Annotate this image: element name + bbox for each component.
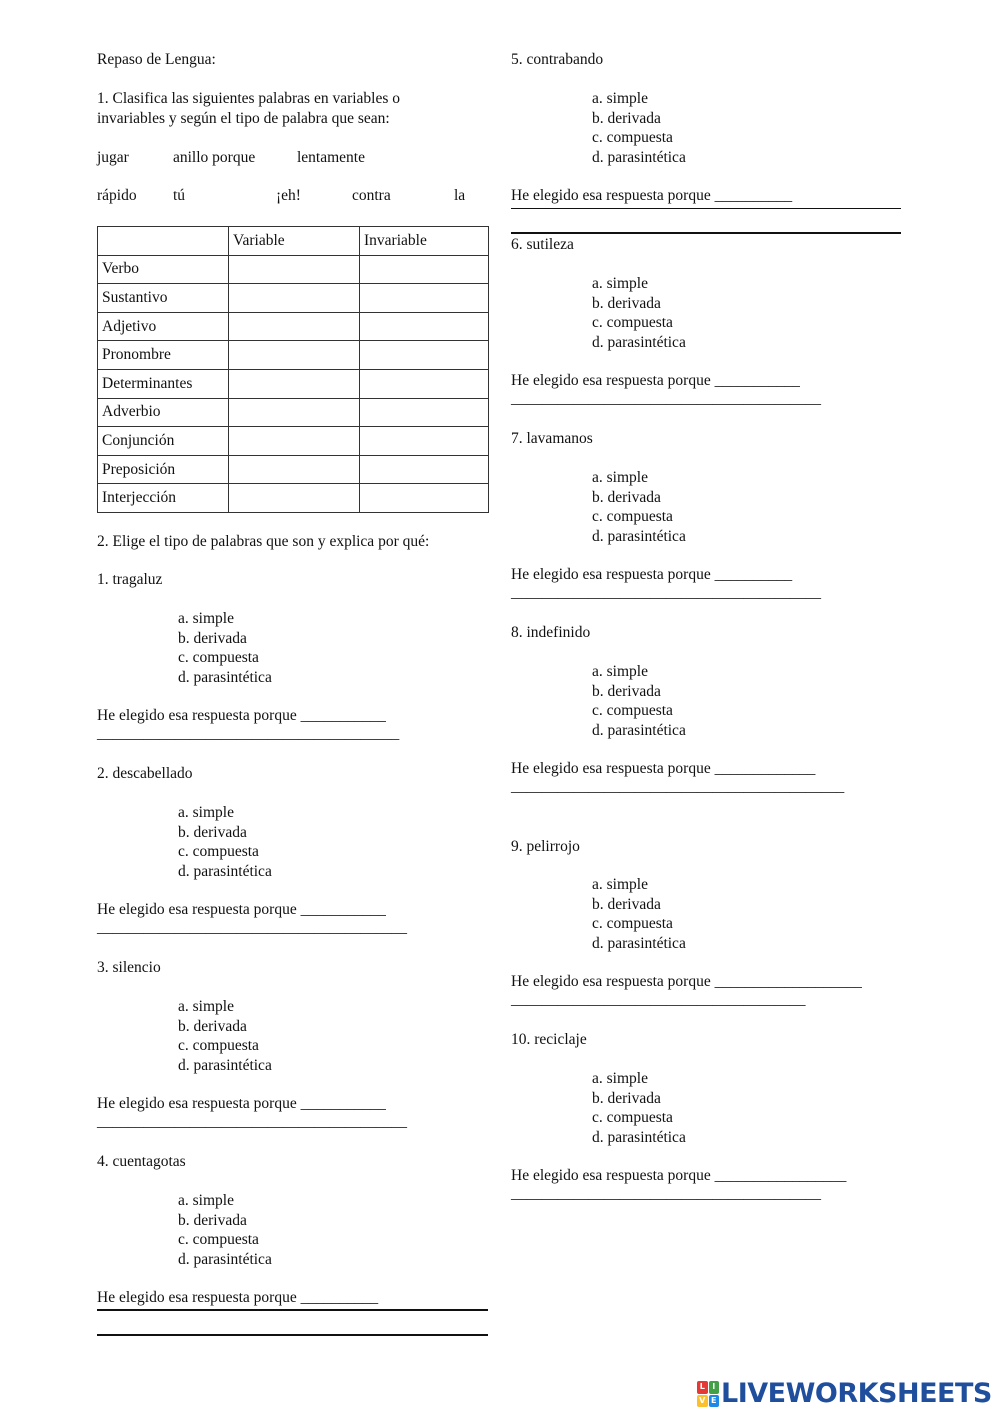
word-la: la: [454, 187, 466, 204]
logo-wordmark: LIVEWORKSHEETS: [721, 1378, 992, 1409]
answer-line[interactable]: He elegido esa respuesta porque __________: [511, 566, 793, 583]
word-contra: contra: [352, 187, 391, 204]
cell-variable[interactable]: [229, 427, 360, 456]
table-row: [98, 398, 489, 427]
option-d[interactable]: d. parasintética: [592, 721, 686, 739]
option-c[interactable]: c. compuesta: [592, 508, 673, 525]
cell-variable[interactable]: [229, 312, 360, 341]
answer-rule[interactable]: [511, 232, 901, 234]
answer-line-2[interactable]: ________________________________________: [511, 1185, 821, 1202]
option-c[interactable]: c. compuesta: [592, 1109, 673, 1126]
cell-invariable[interactable]: [360, 484, 489, 513]
options-list: [592, 875, 686, 953]
table-header-empty: [98, 227, 229, 256]
option-a[interactable]: a. simple: [592, 876, 648, 893]
cell-variable[interactable]: [229, 484, 360, 513]
answer-rule[interactable]: [97, 1334, 488, 1336]
row-label: Adverbio: [98, 398, 229, 427]
cell-variable[interactable]: [229, 398, 360, 427]
option-c[interactable]: c. compuesta: [592, 702, 673, 719]
option-b[interactable]: b. derivada: [592, 682, 661, 700]
option-b[interactable]: b. derivada: [592, 1089, 661, 1107]
row-label: Pronombre: [98, 341, 229, 370]
option-c[interactable]: c. compuesta: [178, 1231, 259, 1248]
question-label: 5. contrabando: [511, 51, 604, 68]
answer-line[interactable]: He elegido esa respuesta porque _____________: [511, 760, 816, 777]
option-d[interactable]: d. parasintética: [178, 862, 272, 880]
row-label: Adjetivo: [98, 312, 229, 341]
cell-invariable[interactable]: [360, 455, 489, 484]
option-a[interactable]: a. simple: [178, 998, 234, 1015]
option-d[interactable]: d. parasintética: [178, 1056, 272, 1074]
options-list: [592, 662, 686, 740]
option-b[interactable]: b. derivada: [178, 629, 247, 647]
options-list: [178, 803, 272, 881]
option-b[interactable]: b. derivada: [592, 294, 661, 312]
table-header-invariable: Invariable: [360, 227, 489, 256]
row-label: Preposición: [98, 455, 229, 484]
option-c[interactable]: c. compuesta: [592, 129, 673, 146]
cell-invariable[interactable]: [360, 341, 489, 370]
option-a[interactable]: a. simple: [178, 804, 234, 821]
answer-line[interactable]: He elegido esa respuesta porque __________: [511, 187, 793, 204]
cell-invariable[interactable]: [360, 255, 489, 284]
exercise2-instruction: 2. Elige el tipo de palabras que son y explica por qué:: [97, 533, 430, 550]
option-d[interactable]: d. parasintética: [592, 333, 686, 351]
options-list: [592, 1069, 686, 1147]
option-d[interactable]: d. parasintética: [178, 668, 272, 686]
cell-invariable[interactable]: [360, 427, 489, 456]
table-row: [98, 369, 489, 398]
cell-invariable[interactable]: [360, 312, 489, 341]
table-row: [98, 427, 489, 456]
question-label: 9. pelirrojo: [511, 838, 580, 855]
cell-variable[interactable]: [229, 341, 360, 370]
answer-line-2[interactable]: ________________________________________: [97, 919, 407, 936]
answer-rule[interactable]: [97, 1309, 488, 1311]
option-d[interactable]: d. parasintética: [592, 527, 686, 545]
option-a[interactable]: a. simple: [592, 469, 648, 486]
question-label: 6. sutileza: [511, 236, 574, 253]
option-a[interactable]: a. simple: [178, 1192, 234, 1209]
question-label: 10. reciclaje: [511, 1031, 587, 1048]
option-c[interactable]: c. compuesta: [178, 843, 259, 860]
word-jugar: jugar: [97, 149, 129, 166]
table-row: [98, 484, 489, 513]
option-c[interactable]: c. compuesta: [592, 314, 673, 331]
liveworksheets-logo: [697, 1378, 992, 1410]
answer-line-2[interactable]: ________________________________________: [511, 390, 821, 407]
row-label: Verbo: [98, 255, 229, 284]
exercise1-instruction-line1: 1. Clasifica las siguientes palabras en variables o: [97, 90, 401, 107]
answer-line[interactable]: He elegido esa respuesta porque _________________: [511, 1167, 847, 1184]
answer-line-2[interactable]: ______________________________________: [511, 991, 806, 1008]
question-label: 4. cuentagotas: [97, 1153, 186, 1170]
answer-line[interactable]: He elegido esa respuesta porque ___________________: [511, 973, 862, 990]
option-d[interactable]: d. parasintética: [592, 148, 686, 166]
answer-line[interactable]: He elegido esa respuesta porque ___________: [97, 1095, 386, 1112]
cell-variable[interactable]: [229, 455, 360, 484]
option-c[interactable]: c. compuesta: [178, 1037, 259, 1054]
table-row: [98, 312, 489, 341]
question-label: 8. indefinido: [511, 624, 591, 641]
option-a[interactable]: a. simple: [178, 610, 234, 627]
page-title: Repaso de Lengua:: [97, 51, 216, 68]
exercise1-instruction-line2: invariables y según el tipo de palabra que sean:: [97, 110, 390, 127]
cell-variable[interactable]: [229, 369, 360, 398]
option-d[interactable]: d. parasintética: [592, 934, 686, 952]
word-tu: tú: [173, 187, 186, 204]
options-list: [592, 274, 686, 352]
options-list: [178, 609, 272, 687]
option-b[interactable]: b. derivada: [178, 823, 247, 841]
option-d[interactable]: d. parasintética: [178, 1250, 272, 1268]
answer-line[interactable]: He elegido esa respuesta porque ___________: [97, 901, 386, 918]
option-a[interactable]: a. simple: [592, 275, 648, 292]
option-b[interactable]: b. derivada: [178, 1017, 247, 1035]
cell-invariable[interactable]: [360, 284, 489, 313]
question-label: 2. descabellado: [97, 765, 193, 782]
question-label: 7. lavamanos: [511, 430, 593, 447]
cell-invariable[interactable]: [360, 369, 489, 398]
row-label: Determinantes: [98, 369, 229, 398]
table-row: [98, 255, 489, 284]
answer-rule[interactable]: [511, 208, 901, 209]
options-list: [178, 997, 272, 1075]
option-c[interactable]: c. compuesta: [592, 915, 673, 932]
table-row: [98, 284, 489, 313]
option-d[interactable]: d. parasintética: [592, 1128, 686, 1146]
options-list: [592, 468, 686, 546]
options-list: [178, 1191, 272, 1269]
word-rapido: rápido: [97, 187, 137, 204]
table-row: [98, 341, 489, 370]
question-label: 3. silencio: [97, 959, 161, 976]
logo-cube-icon: L I V E: [697, 1381, 719, 1407]
option-c[interactable]: c. compuesta: [178, 649, 259, 666]
table-header-row: [98, 227, 489, 256]
row-label: Interjección: [98, 484, 229, 513]
option-b[interactable]: b. derivada: [592, 895, 661, 913]
table-header-variable: Variable: [229, 227, 360, 256]
answer-line-2[interactable]: _______________________________________: [97, 725, 400, 742]
option-b[interactable]: b. derivada: [178, 1211, 247, 1229]
option-a[interactable]: a. simple: [592, 1070, 648, 1087]
question-label: 1. tragaluz: [97, 571, 163, 588]
cell-variable[interactable]: [229, 255, 360, 284]
cell-variable[interactable]: [229, 284, 360, 313]
answer-line-2[interactable]: ___________________________________________: [511, 778, 845, 795]
answer-line[interactable]: He elegido esa respuesta porque ___________: [97, 707, 386, 724]
cell-invariable[interactable]: [360, 398, 489, 427]
answer-line[interactable]: He elegido esa respuesta porque __________: [97, 1289, 379, 1306]
answer-line-2[interactable]: ________________________________________: [511, 584, 821, 601]
option-a[interactable]: a. simple: [592, 663, 648, 680]
answer-line-2[interactable]: ________________________________________: [97, 1113, 407, 1130]
classification-table: [97, 226, 489, 513]
word-anillo-porque: anillo porque: [173, 149, 256, 166]
option-a[interactable]: a. simple: [592, 90, 648, 107]
row-label: Conjunción: [98, 427, 229, 456]
word-lentamente: lentamente: [297, 149, 365, 166]
answer-line[interactable]: He elegido esa respuesta porque ___________: [511, 372, 800, 389]
table-row: [98, 455, 489, 484]
word-eh: ¡eh!: [276, 187, 301, 204]
options-list: [592, 89, 686, 167]
row-label: Sustantivo: [98, 284, 229, 313]
option-b[interactable]: b. derivada: [592, 109, 661, 127]
option-b[interactable]: b. derivada: [592, 488, 661, 506]
